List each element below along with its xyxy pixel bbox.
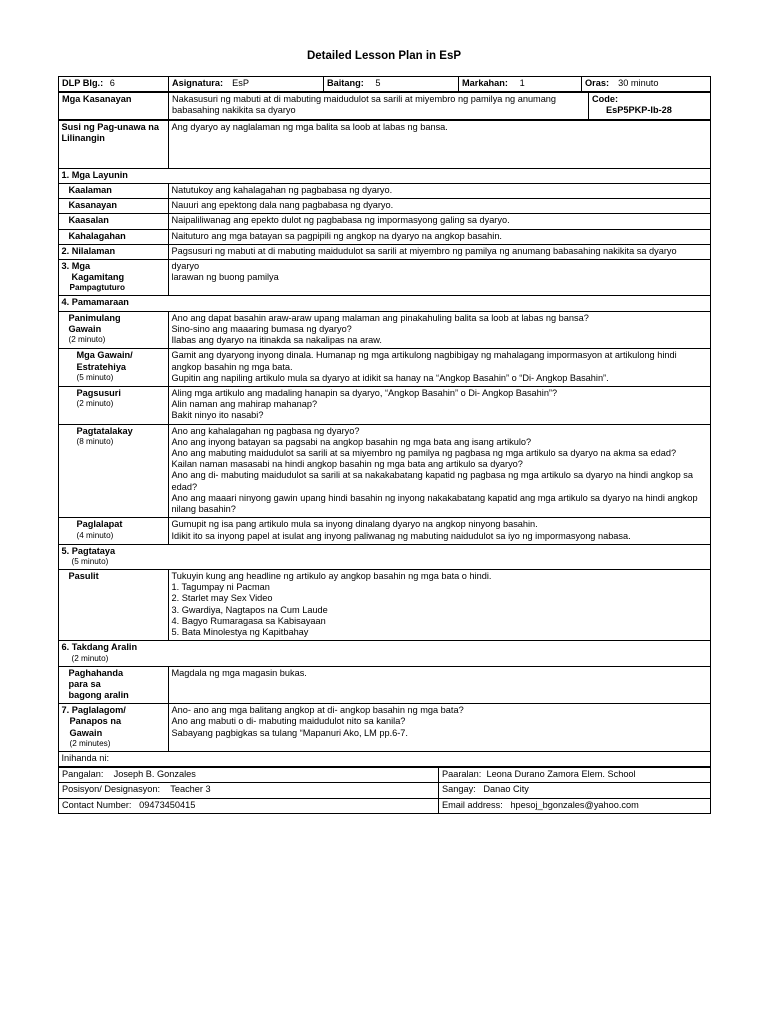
layunin-label-kasanayan: Kasanayan: [58, 199, 168, 214]
paglalapat-label: Paglalapat (4 minuto): [58, 518, 168, 544]
pagtatalakay-time: (8 minuto): [76, 436, 114, 446]
oras-label: Oras:: [585, 78, 610, 88]
kagamitan-line-1: dyaryo: [171, 260, 200, 271]
pagtataya-time: (5 minuto): [71, 557, 109, 566]
pangalan-label: Pangalan:: [62, 769, 104, 780]
layunin-label-kaasalan: Kaasalan: [58, 214, 168, 229]
takdang-time: (2 minuto): [71, 653, 109, 663]
susi-label: Susi ng Pag-unawa na Lilinangin: [58, 120, 168, 168]
susi-text: Ang dyaryo ay naglalaman ng mga balita sa loob at labas ng bansa.: [168, 120, 710, 168]
pagsusuri-line-3: Bakit ninyo ito nasabi?: [171, 410, 264, 421]
pagtatalakay-line-5: Ano ang di- mabuting maidudulot sa sarili at sa nakakabatang kapatid ng pagbasa ng mga artikulo sa dyaryo na hindi angkop sa edad?: [171, 470, 693, 492]
kagamitan-line-2: larawan ng buong pamilya: [171, 272, 279, 283]
inihanda-label: Inihanda ni:: [58, 751, 710, 766]
table-row: [58, 311, 710, 349]
panimulang-gawain-text: [168, 311, 710, 349]
table-row: [58, 168, 710, 183]
table-row: [58, 386, 710, 424]
table-row: [58, 183, 710, 198]
gawain-estratehiya-text: [168, 349, 710, 387]
kagamitan-label: 3. Mga Kagamitang Pampagtuturo: [58, 259, 168, 295]
paaralan-value: Leona Durano Zamora Elem. School: [486, 769, 636, 780]
pagsusuri-line-1: Aling mga artikulo ang madaling hanapin sa dyaryo, “Angkop Basahin” o Di- Angkop Basahin”?: [171, 387, 558, 398]
email-cell: [439, 798, 711, 813]
pagtatalakay-line-3: Ano ang mabuting maidudulot sa sarili at sa miyembro ng pamilya ng pagbasa ng mga artikulo sa dyaryo na akma sa edad?: [171, 448, 677, 459]
email-value: hpesoj_bgonzales@yahoo.com: [510, 799, 639, 810]
table-row: [58, 666, 710, 704]
pasulit-label: Pasulit: [58, 570, 168, 641]
layunin-label-kaalaman: Kaalaman: [58, 183, 168, 198]
gawain-line-2: Gupitin ang napiling artikulo mula sa dyaryo at idikit sa hanay na “Angkop Basahin” o “Di- Angkop Basahin”.: [171, 372, 609, 383]
kasanayan-text: Nakasusuri ng mabuti at di mabuting maidudulot sa sarili at miyembro ng pamilya ng anumang babasahing nakikita sa dyaryo: [169, 93, 589, 119]
table-row: [58, 641, 710, 666]
asignatura-label: Asignatura:: [172, 78, 224, 88]
table-row: [58, 518, 710, 544]
table-row: [58, 92, 710, 120]
pagsusuri-label: Pagsusuri (2 minuto): [58, 386, 168, 424]
sangay-label: Sangay:: [442, 784, 476, 795]
paglalapat-time: (4 minuto): [76, 530, 114, 540]
layunin-heading: 1. Mga Layunin: [58, 168, 710, 183]
panimulang-gawain-label: Panimulang Gawain (2 minuto): [58, 311, 168, 349]
layunin-text-kasanayan: Nauuri ang epektong dala nang pagbabasa ng dyaryo.: [168, 199, 710, 214]
pasulit-item-4: 4. Bagyo Rumaragasa sa Kabisayaan: [171, 615, 326, 626]
lesson-plan-table: [58, 76, 711, 814]
baitang-value: 5: [375, 78, 381, 88]
table-row: [58, 767, 710, 814]
table-row: [58, 244, 710, 259]
markahan-cell: [459, 77, 582, 92]
table-row: [58, 424, 710, 518]
gawain-line-1: Gamit ang dyaryong inyong dinala. Humanap ng mga artikulong nagbibigay ng mahalagang impormasyon at artikulong hindi angkop basahin ng mga bata.: [171, 350, 677, 372]
markahan-label: Markahan:: [462, 78, 508, 88]
layunin-label-kahalagahan: Kahalagahan: [58, 229, 168, 244]
panimulang-line-3: Ilabas ang dyaryo na itinakda sa nakalipas na araw.: [171, 335, 382, 346]
table-row: [58, 349, 710, 387]
panimulang-line-1: Ano ang dapat basahin araw-araw upang malaman ang pinakahuling balita sa loob at labas ng bansa?: [171, 312, 589, 323]
contact-cell: [59, 798, 439, 813]
pagtatalakay-line-1: Ano ang kahalagahan ng pagbasa ng dyaryo?: [171, 425, 360, 436]
paaralan-label: Paaralan:: [442, 769, 482, 780]
contact-label: Contact Number:: [62, 799, 132, 810]
table-row: [58, 259, 710, 295]
pasulit-item-3: 3. Gwardiya, Nagtapos na Cum Laude: [171, 604, 328, 615]
nilalaman-text: Pagsusuri ng mabuti at di mabuting maidudulot sa sarili at miyembro ng pamilya ng anumang babasahing nakikita sa dyaryo: [168, 244, 710, 259]
table-row: [58, 570, 710, 641]
paglalagom-text: [168, 704, 710, 752]
gawain-estratehiya-time: (5 minuto): [76, 372, 114, 382]
markahan-value: 1: [519, 78, 525, 88]
pagtatalakay-label: Pagtatalakay (8 minuto): [58, 424, 168, 518]
pasulit-item-1: 1. Tagumpay ni Pacman: [171, 582, 270, 593]
pasulit-item-5: 5. Bata Minolestya ng Kapitbahay: [171, 627, 309, 638]
paghahanda-label: Paghahanda para sa bagong aralin: [58, 666, 168, 704]
dlp-value: 6: [109, 78, 115, 88]
pagsusuri-text: [168, 386, 710, 424]
kasanayan-label: Mga Kasanayan: [59, 93, 169, 119]
paglalagom-line-2: Ano ang mabuti o di- mabuting maidudulot nito sa kanila?: [171, 716, 406, 727]
posisyon-cell: [59, 783, 439, 798]
pagtataya-heading: [58, 544, 710, 569]
baitang-label: Baitang:: [327, 78, 364, 88]
pagtatalakay-text: [168, 424, 710, 518]
email-label: Email address:: [442, 799, 503, 810]
nilalaman-label: 2. Nilalaman: [58, 244, 168, 259]
table-row: [58, 229, 710, 244]
pagsusuri-time: (2 minuto): [76, 399, 114, 409]
layunin-text-kaasalan: Naipaliliwanag ang epekto dulot ng pagbabasa ng impormasyong galing sa dyaryo.: [168, 214, 710, 229]
pagtatalakay-line-4: Kailan naman masasabi na hindi angkop basahin ng mga bata ang artikulo sa dyaryo?: [171, 459, 523, 470]
table-row: [58, 704, 710, 752]
paglalapat-line-2: Idikit ito sa inyong papel at isulat ang inyong paliwanag ng mabuting naidudulot sa iyo ng impormasyong nabasa.: [171, 530, 631, 541]
code-label: Code:: [592, 94, 619, 105]
panimulang-line-2: Sino-sino ang maaaring bumasa ng dyaryo?: [171, 323, 352, 334]
takdang-heading-label: 6. Takdang Aralin: [61, 642, 138, 653]
paglalagom-line-1: Ano- ano ang mga balitang angkop at di- angkop basahin ng mga bata?: [171, 705, 464, 716]
paaralan-cell: [439, 768, 711, 783]
paglalapat-text: [168, 518, 710, 544]
pagsusuri-line-2: Alin naman ang mahirap mahanap?: [171, 399, 318, 410]
oras-cell: [582, 77, 711, 92]
pasulit-content: [168, 570, 710, 641]
contact-value: 09473450415: [139, 799, 196, 810]
code-value: EsP5PKP-Ib-28: [606, 105, 672, 116]
asignatura-value: EsP: [232, 78, 250, 88]
pangalan-cell: [59, 768, 439, 783]
posisyon-value: Teacher 3: [170, 784, 211, 795]
paglalagom-line-3: Sabayang pagbigkas sa tulang “Mapanuri Ako, LM pp.6-7.: [171, 727, 408, 738]
pamamaraan-heading: 4. Pamamaraan: [58, 296, 710, 311]
table-row: [58, 296, 710, 311]
gawain-estratehiya-label: Mga Gawain/ Estratehiya (5 minuto): [58, 349, 168, 387]
paghahanda-text: Magdala ng mga magasin bukas.: [168, 666, 710, 704]
code-cell: [589, 93, 711, 119]
pagtatalakay-line-6: Ano ang maaari ninyong gawin upang hindi basahin ng inyong nakakabatang kapatid ang mga artikulo sa dyaryo na hindi angkop nilang basahin?: [171, 492, 698, 515]
oras-value: 30 minuto: [618, 78, 659, 88]
table-row: [58, 751, 710, 766]
pasulit-intro: Tukuyin kung ang headline ng artikulo ay angkop basahin ng mga bata o hindi.: [171, 571, 492, 581]
sangay-cell: [439, 783, 711, 798]
table-row: [58, 199, 710, 214]
paglalagom-time: (2 minutes): [69, 738, 111, 748]
dlp-label: DLP Blg.:: [62, 78, 104, 88]
paglalagom-label: 7. Paglalagom/ Panapos na Gawain (2 minutes): [58, 704, 168, 752]
table-row: [58, 120, 710, 168]
panimulang-gawain-time: (2 minuto): [68, 335, 106, 345]
baitang-cell: [324, 77, 459, 92]
table-row: [58, 544, 710, 569]
asignatura-cell: [169, 77, 324, 92]
kagamitan-text: [168, 259, 710, 295]
takdang-aralin-heading: [58, 641, 710, 666]
layunin-text-kahalagahan: Naituturo ang mga batayan sa pagpipili ng angkop na dyaryo na angkop basahin.: [168, 229, 710, 244]
page-title: Detailed Lesson Plan in EsP: [306, 50, 462, 62]
pangalan-value: Joseph B. Gonzales: [113, 769, 196, 780]
pagtataya-heading-label: 5. Pagtataya: [61, 545, 116, 556]
pasulit-item-2: 2. Starlet may Sex Video: [171, 593, 273, 604]
paglalapat-line-1: Gumupit ng isa pang artikulo mula sa inyong dinalang dyaryo na angkop ninyong basahin.: [171, 519, 538, 530]
table-row: [58, 76, 710, 92]
pagtatalakay-line-2: Ano ang inyong batayan sa pagsabi na angkop basahin ng mga bata ang isang artikulo?: [171, 436, 532, 447]
sangay-value: Danao City: [483, 784, 529, 795]
posisyon-label: Posisyon/ Designasyon:: [62, 784, 161, 795]
dlp-number-cell: [59, 77, 169, 92]
table-row: [58, 214, 710, 229]
layunin-text-kaalaman: Natutukoy ang kahalagahan ng pagbabasa ng dyaryo.: [168, 183, 710, 198]
